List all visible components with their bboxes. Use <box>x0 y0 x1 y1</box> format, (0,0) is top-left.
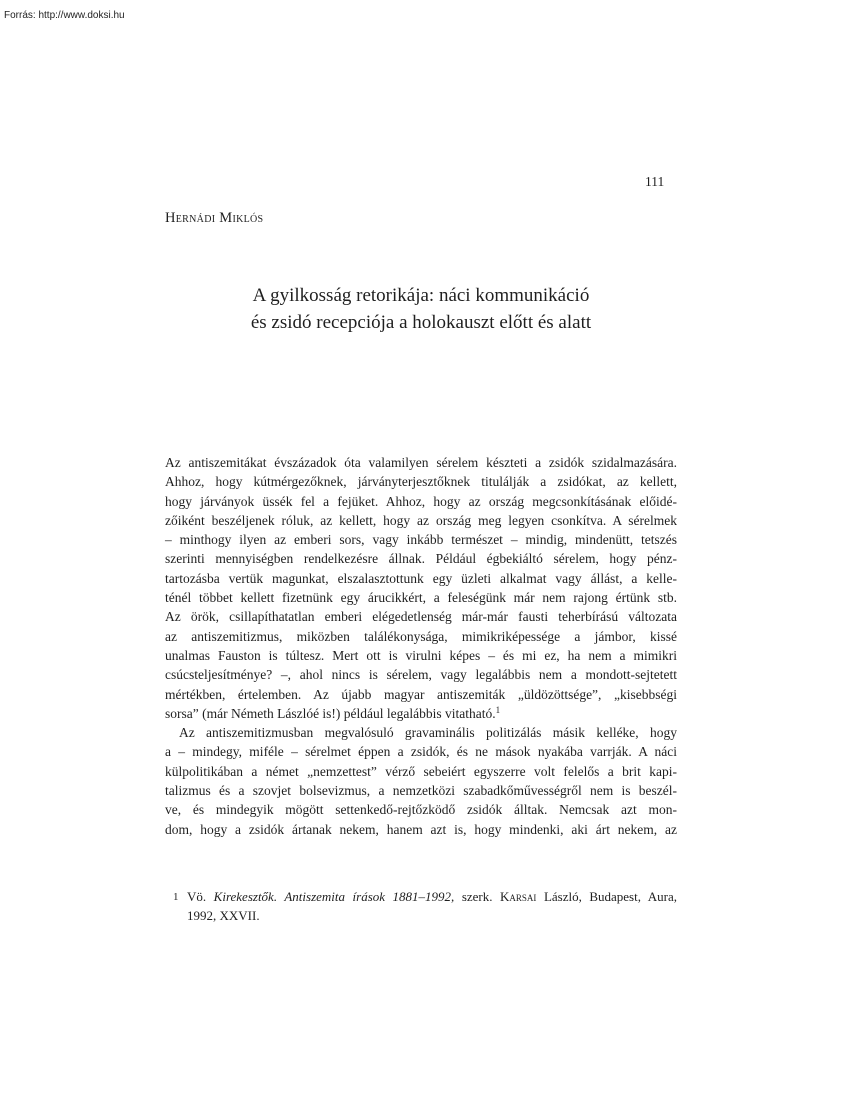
footnote <box>165 888 677 925</box>
body-line: unalmas Fauston is túltesz. Mert ott is virulni képes – és mi ez, ha nem a mimikri <box>165 647 677 663</box>
footnote-line: 1992, XXVII. <box>187 907 260 923</box>
body-line: a – mindegy, miféle – sérelmet éppen a zsidók, és ne mások nyakába varrják. A náci <box>165 744 677 760</box>
body-line: Az antiszemitizmusban megvalósuló gravaminális politizálás másik kelléke, hogy <box>179 725 677 741</box>
body-line: csúcsteljesítménye? –, ahol nincs is sérelem, vagy legalábbis nem a mondott-sejtetett <box>165 667 677 683</box>
body-line: külpolitikában a német „nemzettest” vérző sebeiért egyszerre volt felelős a brit kapi- <box>165 763 677 779</box>
footnote-reference[interactable]: 1 <box>495 704 501 715</box>
footnote-rest: László, Budapest, Aura, <box>543 889 678 904</box>
body-line: ténél többet kellett fizetnünk egy árucikkért, a feleségünk már nem rajong értünk stb. <box>165 590 677 606</box>
footnote-line <box>187 888 677 907</box>
body-line: Ahhoz, hogy kútmérgezőknek, járványterjesztőknek titulálják a zsidókat, az kellett, <box>165 474 677 490</box>
body-line: az antiszemitizmus, miközben találékonysága, mimikriképessége a jámbor, kissé <box>165 628 677 644</box>
footnote-middle: szerk. <box>461 889 493 904</box>
source-label: Forrás: http://www.doksi.hu <box>4 10 125 21</box>
body-line: hogy járványok üssék fel a fejüket. Ahhoz, hogy az ország megcsonkításának előidé- <box>165 493 677 509</box>
body-text <box>165 453 677 839</box>
body-line: szerinti mennyiségben rendelkezésre állnak. Például égbekiáltó sérelem, hogy pénz- <box>165 551 677 567</box>
body-line: mértékben, értelemben. Az újabb magyar antiszemiták „üldözöttsége”, „kisebbségi <box>165 686 677 702</box>
footnote-work-title: Kirekesztők. Antiszemita írások 1881–1992, <box>213 889 455 904</box>
article-title <box>165 282 677 336</box>
footnote-prefix: Vö. <box>187 889 207 904</box>
body-line: Az örök, csillapíthatatlan emberi elégedetlenség már-már fausti teherbírású változata <box>165 609 677 625</box>
author-name: Hernádi Miklós <box>165 210 264 226</box>
body-line-text: sorsa” (már Németh Lászlóé is!) például legalábbis vitatható. <box>165 705 496 721</box>
footnote-number: 1 <box>173 891 179 903</box>
body-line: tartozásba vertük magunkat, elszalasztottunk egy üzleti alkalmat vagy állást, a kelle- <box>165 570 677 586</box>
footnote-text <box>187 888 677 925</box>
title-line: A gyilkosság retorikája: náci kommunikáció <box>252 285 590 306</box>
body-line-paragraph-end <box>165 704 677 723</box>
title-line: és zsidó recepciója a holokauszt előtt és alatt <box>250 312 592 333</box>
page-number: 111 <box>645 174 665 189</box>
body-line: Az antiszemitákat évszázadok óta valamilyen sérelem készteti a zsidók szidalmazására. <box>165 455 677 470</box>
footnote-editor-surname: Karsai <box>500 889 537 904</box>
body-line: talizmus és a szovjet bolsevizmus, a nemzetközi szabadkőművességről nem is beszél- <box>165 783 677 799</box>
body-line: – minthogy ilyen az emberi sors, vagy inkább természet – mindig, mindenütt, tetszés <box>165 532 677 548</box>
body-line: ve, és mindegyik mögött settenkedő-rejtőzködő zsidók álltak. Nemcsak azt mon- <box>165 802 677 818</box>
body-line: dom, hogy a zsidók ártanak nekem, hanem azt is, hogy mindenki, aki árt nekem, az <box>165 821 677 837</box>
body-line: zőiként beszéljenek róluk, az kellett, hogy az ország meg legyen csonkítva. A sérelmek <box>165 512 677 528</box>
